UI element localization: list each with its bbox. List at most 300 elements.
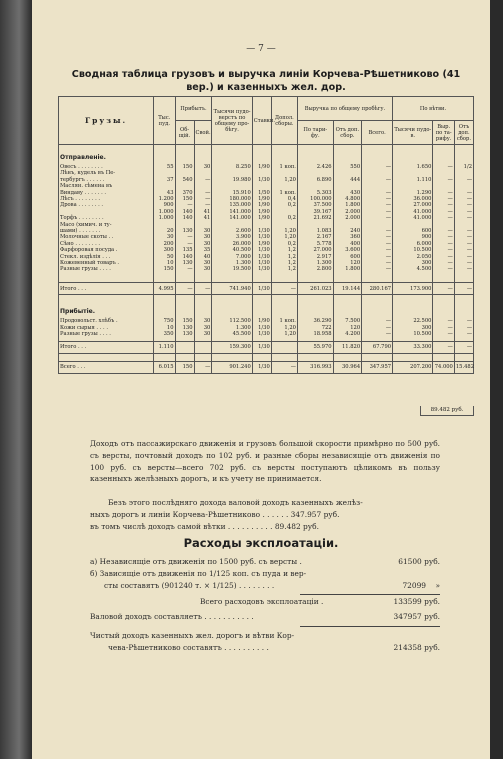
cell-value: 30	[194, 241, 212, 247]
cell-value: —	[362, 234, 393, 240]
blank-cell	[154, 295, 175, 309]
cell-value: —	[454, 331, 473, 337]
cell-value: 2.800	[297, 266, 333, 272]
cell-value: —	[194, 202, 212, 208]
cell-value: 1/30	[252, 234, 271, 240]
header-pribyt: Прибытъ.	[175, 97, 212, 121]
row-label: тербургъ . . . . . .	[59, 177, 154, 183]
cell-value: 50	[154, 254, 175, 260]
blank-cell	[59, 353, 154, 361]
expense-b-unit: »	[435, 581, 440, 590]
cell-value: 21.692	[297, 215, 333, 221]
document-page	[32, 0, 490, 759]
blank-cell	[271, 353, 297, 361]
blank-cell	[252, 273, 271, 283]
cell-value: 10	[154, 325, 175, 331]
cell-value: 600	[393, 228, 433, 234]
cell-value	[194, 341, 212, 353]
row-label: Итого . . .	[59, 283, 154, 295]
cell-value: —	[271, 361, 297, 373]
cell-value: 6.015	[154, 361, 175, 373]
total-row	[59, 341, 474, 353]
cell-value: —	[175, 202, 194, 208]
blank-cell	[454, 273, 473, 283]
cell-value: —	[362, 177, 393, 183]
cell-value: 37.500	[297, 202, 333, 208]
cell-value: —	[433, 234, 454, 240]
cell-value: 1,20	[271, 325, 297, 331]
cell-value: —	[433, 341, 454, 353]
cell-value: 901.240	[212, 361, 252, 373]
cell-value: 600	[333, 254, 362, 260]
paragraph-gross-b: ныхъ дорогъ и линіи Корчева-Рѣшетниково . . . . . . 347.957 руб.	[90, 510, 340, 519]
cell-value: 1/50	[252, 190, 271, 196]
cell-value: 27.000	[393, 202, 433, 208]
cell-value: 3.600	[333, 247, 362, 253]
blank-cell	[252, 353, 271, 361]
cell-value: 1,20	[271, 234, 297, 240]
blank-cell	[194, 145, 212, 155]
cell-value: 140	[175, 254, 194, 260]
blank-cell	[212, 353, 252, 361]
net-value: 214358 руб.	[393, 643, 440, 652]
blank-cell	[393, 273, 433, 283]
cell-value: 1.290	[393, 190, 433, 196]
cell-value: —	[362, 318, 393, 324]
cell-value: 33.300	[393, 341, 433, 353]
cell-value: —	[454, 325, 473, 331]
cell-value: 30	[194, 266, 212, 272]
cell-value: —	[454, 196, 473, 202]
blank-cell	[433, 145, 454, 155]
cell-value: —	[433, 202, 454, 208]
cell-value: —	[194, 283, 212, 295]
cell-value: 30	[194, 318, 212, 324]
row-label: Молочные скоты . .	[59, 234, 154, 240]
expense-total-value: 133599 руб.	[393, 597, 440, 606]
cell-value: —	[433, 325, 454, 331]
cell-value: 36.290	[297, 318, 333, 324]
cell-value: 26.000	[212, 241, 252, 247]
row-label: Торфъ . . . . . . . .	[59, 215, 154, 221]
cell-value: 130	[175, 331, 194, 337]
cell-value: 900	[154, 202, 175, 208]
header-tys-pud-ver: Тысячи пудо- верстъ по общему про- бѣгу.	[212, 97, 252, 145]
cell-value: 30	[194, 325, 212, 331]
blank-cell	[333, 353, 362, 361]
cell-value: 370	[175, 190, 194, 196]
cell-value: —	[454, 190, 473, 196]
cell-value: —	[433, 164, 454, 170]
paragraph-income: Доходъ отъ пассажирскаго движенія и грузовъ большой скорости примѣрно по 500 руб. съ версты, почтовый доходъ по 102 руб. и разные сборы независящіе отъ движенія по 100 руб. съ версты—всего 702 руб. съ версты поступаютъ цѣликомъ въ пользу казенныхъ желѣзныхъ дорогъ, и къ учету не принимается.	[90, 439, 440, 484]
spacer-row	[59, 273, 474, 283]
cell-value: 1.800	[333, 266, 362, 272]
cell-value: —	[271, 283, 297, 295]
cell-value: 7.000	[212, 254, 252, 260]
cell-value: 100.000	[297, 196, 333, 202]
cell-value: —	[362, 266, 393, 272]
blank-cell	[393, 295, 433, 309]
blank-cell	[454, 353, 473, 361]
row-label: Масо (химич. и ту-	[59, 222, 154, 228]
cell-value: 240	[333, 228, 362, 234]
cell-value: —	[433, 283, 454, 295]
cell-value: —	[362, 215, 393, 221]
cell-value: 1 коп.	[271, 164, 297, 170]
cell-value: 180.000	[212, 196, 252, 202]
cell-value	[271, 341, 297, 353]
cell-value: 1.000	[154, 215, 175, 221]
blank-cell	[333, 295, 362, 309]
spacer-row	[59, 295, 474, 309]
cell-value: 0,4	[271, 196, 297, 202]
header-svoy: Свой.	[194, 121, 212, 145]
cell-value: 27.000	[297, 247, 333, 253]
cell-value: 5.778	[297, 241, 333, 247]
header-tys-pud: Тыс. пуд.	[154, 97, 175, 145]
book-spine	[0, 0, 32, 759]
cell-value: 1.300	[297, 260, 333, 266]
cell-value: 4.200	[333, 331, 362, 337]
cell-value: 300	[393, 325, 433, 331]
cell-value: 261.023	[297, 283, 333, 295]
blank-cell	[297, 295, 333, 309]
cell-value: —	[362, 196, 393, 202]
cell-value: 150	[175, 361, 194, 373]
cell-value: —	[433, 254, 454, 260]
page-edge	[490, 0, 503, 759]
cell-value: —	[454, 241, 473, 247]
cell-value: —	[362, 254, 393, 260]
expense-b-row	[90, 580, 440, 592]
row-label: Разные грузы . . . .	[59, 266, 154, 272]
summary-table	[58, 96, 474, 374]
cell-value: 300	[393, 260, 433, 266]
row-label: Дрова . . . . . . . .	[59, 202, 154, 208]
cell-value: —	[362, 241, 393, 247]
cell-value: 173.900	[393, 283, 433, 295]
row-label: Кожевенный товаръ .	[59, 260, 154, 266]
cell-value: 30.964	[333, 361, 362, 373]
blank-cell	[175, 353, 194, 361]
cell-value: 1/90	[252, 209, 271, 215]
header-obshch: Об- щій.	[175, 121, 194, 145]
cell-value: 37	[154, 177, 175, 183]
cell-value: 1/30	[252, 325, 271, 331]
cell-value: —	[194, 196, 212, 202]
row-label: Виндаву . . . . . . .	[59, 190, 154, 196]
cell-value: —	[454, 247, 473, 253]
cell-value: 130	[175, 325, 194, 331]
spacer-row	[59, 145, 474, 155]
expense-total-row	[90, 596, 440, 608]
gross-label: Валовой доходъ составляетъ . . . . . . . . . . .	[90, 612, 254, 621]
cell-value: —	[362, 209, 393, 215]
cell-value: —	[175, 234, 194, 240]
cell-value: 1.200	[154, 196, 175, 202]
cell-value: 1,2	[271, 260, 297, 266]
cell-value: —	[454, 209, 473, 215]
cell-value: —	[454, 215, 473, 221]
blank-cell	[212, 273, 252, 283]
cell-value: 36.000	[393, 196, 433, 202]
cell-value: 1,2	[271, 247, 297, 253]
blank-cell	[154, 145, 175, 155]
cell-value: —	[362, 164, 393, 170]
blank-cell	[362, 353, 393, 361]
expense-a-value: 61500 руб.	[398, 557, 440, 566]
net-label-2: чева-Рѣшетниково составятъ . . . . . . . . . .	[108, 643, 269, 652]
cell-value: —	[454, 228, 473, 234]
cell-value: 280.167	[362, 283, 393, 295]
blank-cell	[175, 273, 194, 283]
cell-value: 722	[297, 325, 333, 331]
cell-value: 1/30	[252, 341, 271, 353]
blank-cell	[454, 145, 473, 155]
cell-value: 900	[393, 234, 433, 240]
cell-value: 10.500	[393, 331, 433, 337]
header-dop-sbory: Допол. сборы.	[271, 97, 297, 145]
cell-value: 15.482	[454, 361, 473, 373]
cell-value: 150	[175, 196, 194, 202]
cell-value: 1.000	[154, 209, 175, 215]
blank-cell	[194, 273, 212, 283]
cell-value: 1/30	[252, 228, 271, 234]
cell-value: 347.957	[362, 361, 393, 373]
cell-value: 2.000	[333, 215, 362, 221]
cell-value: 1.110	[154, 341, 175, 353]
cell-value: 1/90	[252, 318, 271, 324]
blank-cell	[59, 145, 154, 155]
cell-value: 41	[194, 209, 212, 215]
total-row	[59, 361, 474, 373]
row-label: Сѣно . . . . . . . .	[59, 241, 154, 247]
header-ot-dop: Отъ доп. сбор.	[333, 121, 362, 145]
cell-value: —	[175, 266, 194, 272]
gross-row	[90, 611, 440, 623]
blank-cell	[154, 353, 175, 361]
cell-value: 1/30	[252, 254, 271, 260]
cell-value: —	[454, 318, 473, 324]
blank-cell	[252, 145, 271, 155]
blank-cell	[59, 295, 154, 309]
total-row	[59, 283, 474, 295]
cell-value: 1,20	[271, 177, 297, 183]
branch-sum-box: 89.482 руб.	[420, 406, 474, 416]
cell-value: 141.000	[212, 209, 252, 215]
cell-value: 41.000	[393, 209, 433, 215]
cell-value: 18.958	[297, 331, 333, 337]
cell-value: 400	[333, 241, 362, 247]
cell-value: 4.995	[154, 283, 175, 295]
cell-value: —	[362, 247, 393, 253]
cell-value: —	[433, 260, 454, 266]
cell-value: 2.167	[297, 234, 333, 240]
cell-value: 30	[154, 234, 175, 240]
cell-value: —	[433, 215, 454, 221]
cell-value: —	[433, 209, 454, 215]
blank-cell	[333, 273, 362, 283]
cell-value: 7.500	[333, 318, 362, 324]
cell-value: 30	[194, 260, 212, 266]
header-gruzy: Грузы.	[59, 97, 154, 145]
cell-value: 15.910	[212, 190, 252, 196]
header-po-vetvi: По вѣтви.	[393, 97, 474, 121]
cell-value: 1/30	[252, 177, 271, 183]
cell-value: 141.000	[212, 215, 252, 221]
cell-value: —	[362, 331, 393, 337]
cell-value: 112.500	[212, 318, 252, 324]
blank-cell	[433, 353, 454, 361]
blank-cell	[271, 273, 297, 283]
cell-value: —	[362, 260, 393, 266]
cell-value: 1/90	[252, 164, 271, 170]
cell-value: 1.110	[393, 177, 433, 183]
cell-value: —	[454, 283, 473, 295]
row-label: Лѣсъ . . . . . . . .	[59, 196, 154, 202]
blank-cell	[433, 273, 454, 283]
cell-value: —	[433, 266, 454, 272]
blank-cell	[194, 295, 212, 309]
blank-cell	[271, 145, 297, 155]
blank-cell	[154, 273, 175, 283]
table-title: Сводная таблица грузовъ и выручка линіи Корчева-Рѣшетниково (41 вер.) и казенныхъ жел. дор.	[71, 69, 461, 93]
paragraph-gross-a: Безъ этого послѣдняго дохода валовой доходъ казенныхъ желѣз-	[108, 498, 363, 507]
cell-value: 1/30	[252, 247, 271, 253]
header-vyruchka: Выручка по общему пробѣгу.	[297, 97, 392, 121]
blank-cell	[175, 295, 194, 309]
cell-value: 5.303	[297, 190, 333, 196]
cell-value: 130	[175, 228, 194, 234]
cell-value: 316.993	[297, 361, 333, 373]
cell-value: 150	[154, 266, 175, 272]
cell-value: 40	[194, 254, 212, 260]
cell-value: 30	[194, 331, 212, 337]
blank-cell	[271, 295, 297, 309]
blank-cell	[252, 295, 271, 309]
cell-value: 120	[333, 260, 362, 266]
cell-value: —	[433, 241, 454, 247]
blank-cell	[175, 145, 194, 155]
cell-value: —	[175, 241, 194, 247]
header-tys-pud-v: Тысячи пудо-в.	[393, 121, 433, 145]
blank-cell	[297, 145, 333, 155]
cell-value: —	[433, 331, 454, 337]
cell-value: 360	[333, 234, 362, 240]
row-label: Маслян. сѣмена въ	[59, 183, 154, 189]
cell-value: 741.940	[212, 283, 252, 295]
cell-value: 200	[154, 241, 175, 247]
cell-value: 11.820	[333, 341, 362, 353]
cell-value: —	[454, 254, 473, 260]
cell-value: 1/30	[252, 283, 271, 295]
cell-value: —	[433, 318, 454, 324]
cell-value: —	[194, 177, 212, 183]
cell-value: 1,2	[271, 254, 297, 260]
blank-cell	[454, 295, 473, 309]
blank-cell	[194, 353, 212, 361]
blank-cell	[212, 295, 252, 309]
row-label: Разные грузы . . . .	[59, 331, 154, 337]
cell-value: 430	[333, 190, 362, 196]
row-label: Кожи сырыя . . . .	[59, 325, 154, 331]
cell-value: 40.500	[212, 247, 252, 253]
expense-total-label: Всего расходовъ эксплоатаціи .	[200, 597, 324, 606]
cell-value: 750	[154, 318, 175, 324]
cell-value: 0,2	[271, 202, 297, 208]
row-label: Фарфоровая посуда .	[59, 247, 154, 253]
cell-value: 30	[194, 164, 212, 170]
spacer-row	[59, 353, 474, 361]
cell-value: —	[454, 234, 473, 240]
cell-value: 1.300	[212, 325, 252, 331]
cell-value: —	[433, 228, 454, 234]
cell-value: 4.500	[393, 266, 433, 272]
cell-value: 540	[175, 177, 194, 183]
cell-value: 6.890	[297, 177, 333, 183]
header-ot-dop-sb: Отъ доп. сбор.	[454, 121, 473, 145]
cell-value: 4.800	[333, 196, 362, 202]
cell-value: 1/90	[252, 241, 271, 247]
cell-value: 1.800	[333, 202, 362, 208]
section-title: Прибытіе.	[59, 309, 154, 315]
cell-value: 1.300	[212, 260, 252, 266]
page-number: — 7 —	[246, 44, 276, 54]
cell-value: 67.790	[362, 341, 393, 353]
cell-value	[175, 341, 194, 353]
cell-value: 140	[175, 215, 194, 221]
cell-value: 300	[154, 247, 175, 253]
cell-value: —	[433, 247, 454, 253]
cell-value: 1/90	[252, 202, 271, 208]
cell-value: 120	[333, 325, 362, 331]
blank-cell	[362, 273, 393, 283]
cell-value: 6.000	[393, 241, 433, 247]
cell-value: —	[194, 190, 212, 196]
cell-value: 0,2	[271, 241, 297, 247]
row-label: Всего . . .	[59, 361, 154, 373]
cell-value: —	[454, 260, 473, 266]
cell-value: —	[454, 202, 473, 208]
cell-value: 2.050	[393, 254, 433, 260]
cell-value: —	[362, 202, 393, 208]
cell-value: 45.500	[212, 331, 252, 337]
row-label: Продовольст. хлѣбъ .	[59, 318, 154, 324]
cell-value: 130	[175, 260, 194, 266]
cell-value: 74.000	[433, 361, 454, 373]
net-row	[90, 642, 440, 654]
cell-value: 150	[175, 318, 194, 324]
cell-value: 10	[154, 260, 175, 266]
cell-value: 19.500	[212, 266, 252, 272]
cell-value: 1.083	[297, 228, 333, 234]
cell-value: 30	[194, 228, 212, 234]
cell-value: 140	[175, 209, 194, 215]
cell-value: 2.917	[297, 254, 333, 260]
cell-value: 0,2	[271, 215, 297, 221]
blank-cell	[362, 145, 393, 155]
cell-value: 1/90	[252, 215, 271, 221]
cell-value: 55	[154, 164, 175, 170]
cell-value: 1/30	[252, 331, 271, 337]
cell-value: 135.000	[212, 202, 252, 208]
row-label: Итого . . .	[59, 341, 154, 353]
cell-value: 1,20	[271, 228, 297, 234]
expense-b-label-2: сты составятъ (901240 т. × 1/125) . . . . . . . .	[104, 581, 275, 590]
cell-value: —	[175, 283, 194, 295]
cell-value: —	[454, 177, 473, 183]
cell-value: 3.900	[212, 234, 252, 240]
